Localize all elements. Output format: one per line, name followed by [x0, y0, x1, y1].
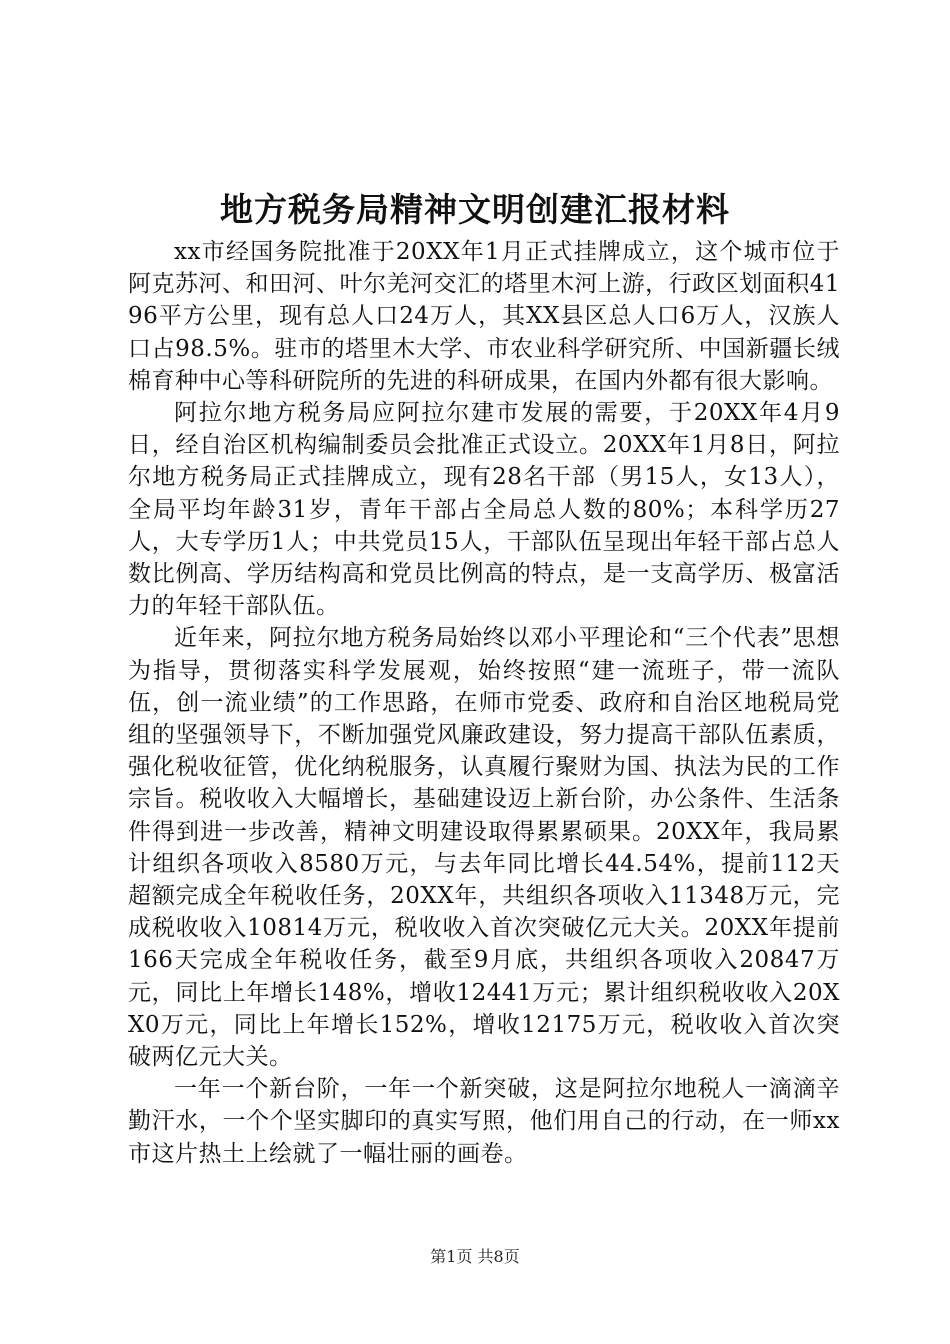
document-title: 地方税务局精神文明创建汇报材料 — [220, 190, 730, 229]
paragraph-4: 一年一个新台阶，一年一个新突破，这是阿拉尔地税人一滴滴辛勤汗水，一个个坚实脚印的真实写照，他们用自己的行动，在一师xx市这片热土上绘就了一幅壮丽的画卷。 — [128, 1076, 840, 1167]
page-number-footer: 第1页 共8页 — [430, 1247, 520, 1266]
paragraph-3: 近年来，阿拉尔地方税务局始终以邓小平理论和“三个代表”思想为指导，贯彻落实科学发展观，始终按照“建一流班子，带一流队伍，创一流业绩”的工作思路，在师市党委、政府和自治区地税局党组的坚强领导下，不断加强党风廉政建设，努力提高干部队伍素质，强化税收征管，优化纳税服务，认真履行聚财为国、执法为民的工作宗旨。税收收入大幅增长，基础建设迈上新台阶，办公条件、生活条件得到进一步改善，精神文明建设取得累累硕果。20XX年，我局累计组织各项收入8580万元，与去年同比增长44.54%，提前112天超额完成全年税收任务，20XX年，共组织各项收入11348万元，完成税收收入10814万元，税收收入首次突破亿元大关。20XX年提前166天完成全年税收任务，截至9月底，共组织各项收入20847万元，同比上年增长148%，增收12441万元；累计组织税收收入20XX0万元，同比上年增长152%，增收12175万元，税收收入首次突破两亿元大关。 — [128, 625, 840, 1071]
paragraph-2: 阿拉尔地方税务局应阿拉尔建市发展的需要，于20XX年4月9日，经自治区机构编制委员会批准正式设立。20XX年1月8日，阿拉尔地方税务局正式挂牌成立，现有28名干部（男15人，女13人），全局平均年龄31岁，青年干部占全局总人数的80%；本科学历27人，大专学历1人；中共党员15人，干部队伍呈现出年轻干部占总人数比例高、学历结构高和党员比例高的特点，是一支高学历、极富活力的年轻干部队伍。 — [128, 400, 840, 620]
paragraph-1: xx市经国务院批准于20XX年1月正式挂牌成立，这个城市位于阿克苏河、和田河、叶尔羌河交汇的塔里木河上游，行政区划面积4196平方公里，现有总人口24万人，其XX县区总人口6万人，汉族人口占98.5%。驻市的塔里木大学、市农业科学研究所、中国新疆长绒棉育种中心等科研院所的先进的科研成果，在国内外都有很大影响。 — [128, 239, 840, 394]
document-body — [128, 236, 840, 1170]
